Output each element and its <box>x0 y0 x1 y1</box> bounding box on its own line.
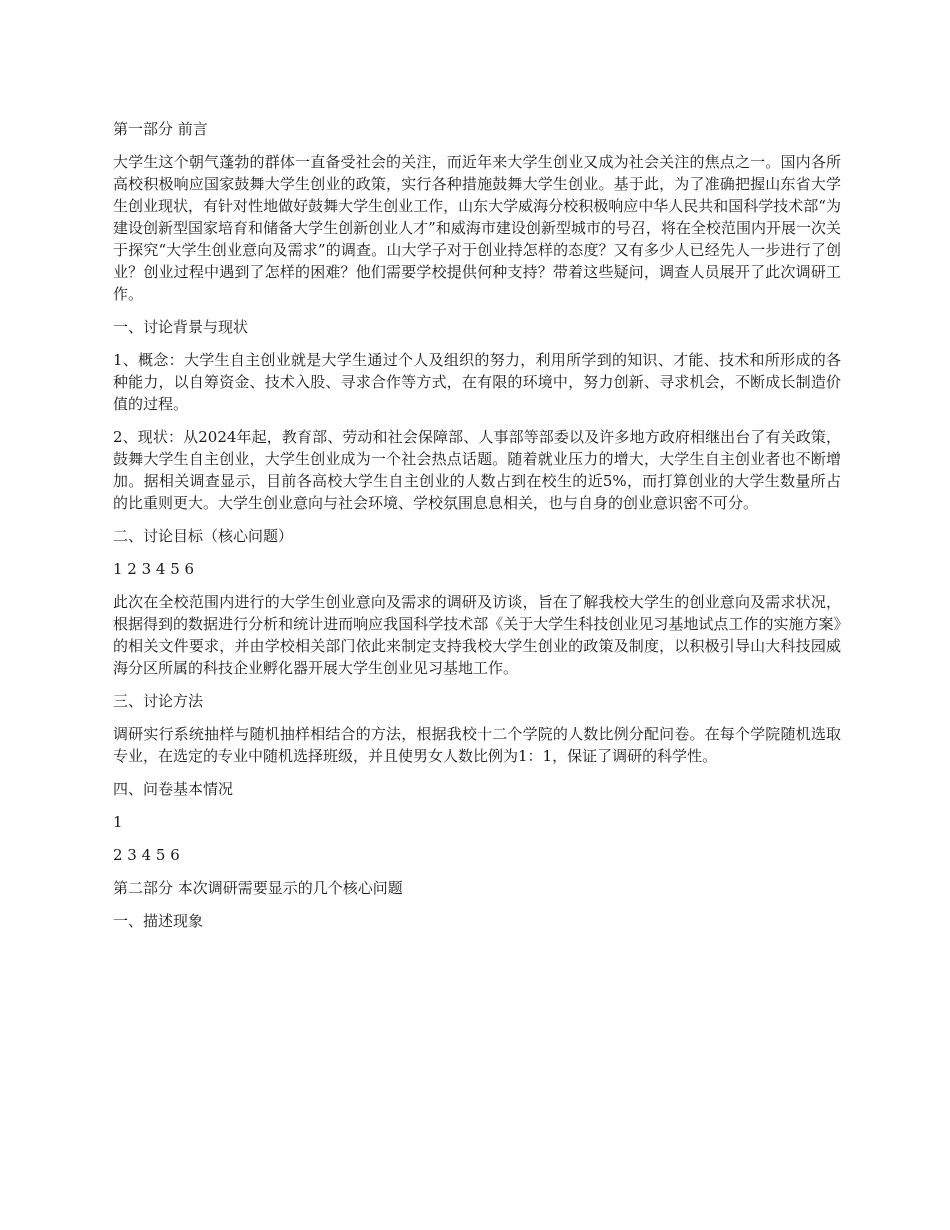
document-page <box>113 118 841 943</box>
status-paragraph: 2、现状：从2024年起，教育部、劳动和社会保障部、人事部等部委以及许多地方政府相继出台了有关政策，鼓舞大学生自主创业，大学生创业成为一个社会热点话题。随着就业压力的增大，大学生自主创业者也不断增加。据相关调查显示，目前各高校大学生自主创业的人数占到在校生的近5%，而打算创业的大学生数量所占的比重则更大。大学生创业意向与社会环境、学校氛围息息相关，也与自身的创业意识密不可分。 <box>113 428 841 512</box>
section4-numbers: 2 3 4 5 6 <box>113 846 180 864</box>
concept-paragraph: 1、概念：大学生自主创业就是大学生通过个人及组织的努力，利用所学到的知识、才能、技术和所形成的各种能力，以自筹资金、技术入股、寻求合作等方式，在有限的环境中，努力创新、寻求机会，不断成长制造价值的过程。 <box>113 351 841 413</box>
section2-title: 二、讨论目标（核心问题） <box>113 527 294 545</box>
part1-title: 第一部分 前言 <box>113 120 208 138</box>
intro-paragraph: 大学生这个朝气蓬勃的群体一直备受社会的关注，而近年来大学生创业又成为社会关注的焦点之一。国内各所高校积极响应国家鼓舞大学生创业的政策，实行各种措施鼓舞大学生创业。基于此，为了准确把握山东省大学生创业现状，有针对性地做好鼓舞大学生创业工作，山东大学威海分校积极响应中华人民共和国科学技术部“为建设创新型国家培育和储备大学生创新创业人才”和威海市建设创新型城市的号召，将在全校范围内开展一次关于探究“大学生创业意向及需求”的调查。山大学子对于创业持怎样的态度？又有多少人已经先人一步进行了创业？创业过程中遇到了怎样的困难？他们需要学校提供何种支持？带着这些疑问，调查人员展开了此次调研工作。 <box>113 153 841 303</box>
part2-title: 第二部分 本次调研需要显示的几个核心问题 <box>113 879 403 897</box>
part2-section1-title: 一、描述现象 <box>113 912 204 930</box>
method-paragraph: 调研实行系统抽样与随机抽样相结合的方法，根据我校十二个学院的人数比例分配问卷。在每个学院随机选取专业，在选定的专业中随机选择班级，并且使男女人数比例为1：1，保证了调研的科学性。 <box>113 725 841 765</box>
section4-title: 四、问卷基本情况 <box>113 780 234 798</box>
goal-paragraph: 此次在全校范围内进行的大学生创业意向及需求的调研及访谈，旨在了解我校大学生的创业意向及需求状况，根据得到的数据进行分析和统计进而响应我国科学技术部《关于大学生科技创业见习基地试点工作的实施方案》的相关文件要求，并由学校相关部门依此来制定支持我校大学生创业的政策及制度，以积极引导山大科技园威海分区所属的科技企业孵化器开展大学生创业见习基地工作。 <box>113 593 841 677</box>
section3-title: 三、讨论方法 <box>113 692 204 710</box>
section2-numbers: 1 2 3 4 5 6 <box>113 560 195 578</box>
section1-title: 一、讨论背景与现状 <box>113 318 249 336</box>
section4-number-one: 1 <box>113 813 123 831</box>
